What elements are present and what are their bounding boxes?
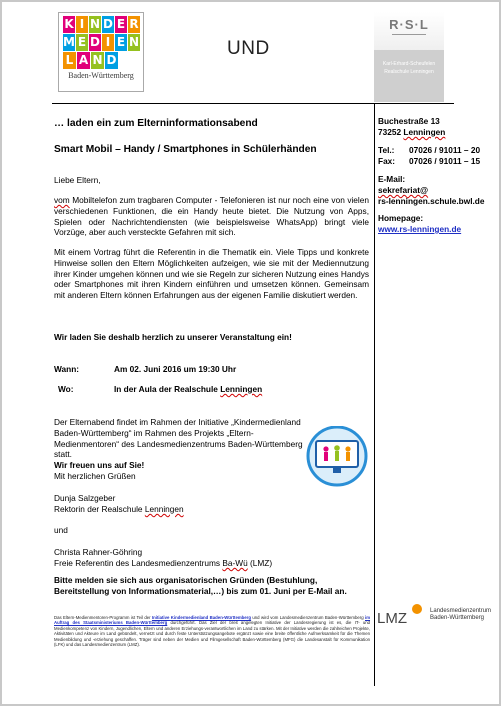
sidebar-fax-value: 07026 / 91011 – 15 — [409, 156, 481, 166]
footer-fine-print — [54, 615, 370, 647]
lmz-subtitle-line2: Baden-Württemberg — [430, 615, 485, 621]
kml-letter: M — [63, 35, 75, 49]
sender2-role-prefix: Freie Referentin des Landesmedienzentrums — [54, 558, 223, 568]
sidebar-homepage-link[interactable]: www.rs-lenningen.de — [378, 224, 462, 234]
sender2-role-suffix: (LMZ) — [247, 558, 273, 568]
where-value — [114, 384, 262, 395]
footer-fine-b: und wird vom Landesmedienzentrum Baden-Württemberg — [250, 615, 365, 620]
footer-fine-a: Das Eltern-Medienmentoren-Programm ist Teil der — [54, 615, 152, 620]
kml-letter: L — [63, 52, 76, 69]
rsvp-note: Bitte melden sie sich aus organisatorischen Gründen (Bestuhlung, Bereitstellung von Informationsmaterial,…) bis zum 01. Juni per E-Mail an. — [54, 575, 347, 596]
paragraph-lecture: Mit einem Vortrag führt die Referentin in die Thematik ein. Viele Tipps und konkrete Hinweise sollen den Eltern Möglichkeiten aufzeigen, wie sie mit der Mediennutzung ihrer Kinder umgehen können und wie sie Regeln zur sicheren Nutzung eines Handys oder Smartphones mit ihren Kindern einführen und umsetzen können. Gemeinsam mit anderen Eltern können Erfahrungen aus der eigenen Familie diskutiert werden. — [54, 247, 370, 301]
kindermedienland-subtitle: Baden-Württemberg — [68, 71, 134, 80]
orange-dot-icon — [412, 604, 422, 614]
sender2-role — [54, 558, 272, 569]
kml-letter: N — [128, 35, 140, 49]
and-text: und — [54, 525, 68, 535]
invitation-line: Wir laden Sie deshalb herzlich zu unserer Veranstaltung ein! — [54, 332, 292, 342]
header-und-text: UND — [227, 38, 270, 59]
rsl-logo-line — [392, 34, 426, 46]
header-divider — [52, 103, 454, 104]
children-at-screen-icon — [304, 426, 370, 490]
kml-letter: A — [78, 53, 89, 67]
sidebar-city-town: Lenningen — [403, 127, 446, 137]
when-label: Wann: — [54, 364, 80, 374]
sidebar-city — [378, 127, 445, 138]
paragraph-intro — [54, 195, 369, 238]
sidebar-email-line1[interactable]: sekrefariat@ — [378, 185, 429, 195]
sidebar-email-label: E-Mail: — [378, 174, 406, 184]
sidebar-tel-value: 07026 / 91011 – 20 — [409, 145, 481, 155]
rsl-logo-title: R·S·L — [389, 17, 429, 32]
sender1-role-prefix: Rektorin der Realschule — [54, 504, 145, 514]
letter-page — [2, 2, 499, 704]
lmz-logo-subtitle — [430, 608, 491, 622]
kml-letter-row — [63, 34, 141, 51]
footer-fine-c: durchgeführt. Das Ziel der breit angelegten Initiative der Landesregierung ist es, die IT- und Medienkompetenz von Kindern, Jugendlichen, Eltern und anderen Erziehungs-verantwortlichen im Land zu stärken. Mit der Initiative werden die zahlreichen Projekte, Aktivitäten und Akteure im Land gebündelt, vernetzt und durch feste Unterstützungsangebote ergänzt sowie eine breite öffentliche Aufmerksamkeit für die Themen Medienbildung und -erziehung geschaffen. Träger sind neben der Medien und Filmgesellschaft Baden-Württemberg (MFG) die Landesanstalt für Kommunikation (LFK) und das Landesmedienzentrum (LMZ). — [54, 620, 371, 648]
lmz-logo-text: LMZ — [377, 610, 407, 627]
kindermedienland-logo — [58, 12, 144, 92]
sender1-role — [54, 504, 184, 515]
kml-letter: I — [102, 34, 114, 51]
kml-letter: E — [116, 17, 126, 31]
paragraph-intro-prefix: vom — [54, 195, 70, 205]
footer-link-initiative[interactable]: Initiative Kindermedienland Baden-Württemberg — [151, 615, 251, 620]
kindermedienland-letters — [63, 16, 141, 70]
sender1-role-town: Lenningen — [144, 504, 184, 514]
sidebar-fax-label: Fax: — [378, 156, 396, 166]
kml-letter: R — [129, 17, 139, 31]
kml-letter-row — [63, 16, 141, 33]
sender2-name: Christa Rahner-Göhring — [54, 547, 143, 557]
sidebar-city-zip: 73252 — [378, 127, 404, 137]
sidebar-tel-label: Tel.: — [378, 145, 395, 155]
sender2-role-bawu: Ba-Wü — [222, 558, 248, 568]
sender1-name: Dunja Salzgeber — [54, 493, 116, 503]
kml-letter: E — [77, 35, 87, 49]
heading-invitation: … laden ein zum Elterninformationsabend — [54, 118, 258, 129]
greeting-bold: Wir freuen uns auf Sie! — [54, 460, 145, 470]
rsl-logo-band-text: Karl-Erhard-Scheufelen Realschule Lenningen — [382, 61, 436, 75]
rsl-logo-band — [374, 50, 444, 102]
sidebar-email-line2[interactable]: rs-lenningen.schule.bwl.de — [378, 196, 485, 206]
kml-letter: N — [92, 53, 103, 67]
paragraph-initiative: Der Elternabend findet im Rahmen der Initiative „Kindermedienland Baden-Württemberg“ im Rahmen des Projekts „Eltern-Medienmentoren“ des Landesmedienzentrums Baden-Württemberg statt. — [54, 417, 303, 460]
kml-letter: N — [89, 17, 101, 31]
when-value: Am 02. Juni 2016 um 19:30 Uhr — [114, 364, 237, 374]
kml-letter: K — [64, 17, 74, 31]
kml-letter: D — [103, 17, 113, 31]
paragraph-intro-text: Mobiltelefon zum tragbaren Computer - Telefonieren ist nur noch eine von vielen verschiedenen Funktionen, die ein Handy heute bietet. Die Nutzung von Apps, Spielen oder Nachrichtendiensten (wie beispielsweise WhatsApp) bringt viele Vorzüge, aber auch versteckte Gefahren mit sich. — [54, 195, 369, 238]
kml-letter: D — [90, 35, 100, 49]
greeting: Mit herzlichen Grüßen — [54, 471, 136, 481]
where-label: Wo: — [58, 384, 74, 394]
heading-topic: Smart Mobil – Handy / Smartphones in Schülerhänden — [54, 144, 317, 155]
lmz-subtitle-line1: Landesmedienzentrum — [430, 608, 492, 614]
rsl-school-logo — [374, 12, 444, 102]
salutation: Liebe Eltern, — [54, 175, 101, 185]
kml-letter-row — [63, 52, 141, 69]
footer-link-ministry[interactable]: im Auftrag des Staatsministeriums Baden-Württemberg — [54, 615, 371, 626]
kml-letter: I — [76, 16, 88, 33]
kml-letter: E — [116, 35, 126, 49]
sidebar-street: Buchestraße 13 — [378, 116, 440, 126]
where-value-town: Lenningen — [220, 384, 263, 394]
kml-letter: D — [106, 53, 117, 67]
where-value-prefix: In der Aula der Realschule — [114, 384, 221, 394]
sidebar-divider — [374, 104, 375, 686]
sidebar-homepage-label: Homepage: — [378, 213, 424, 223]
